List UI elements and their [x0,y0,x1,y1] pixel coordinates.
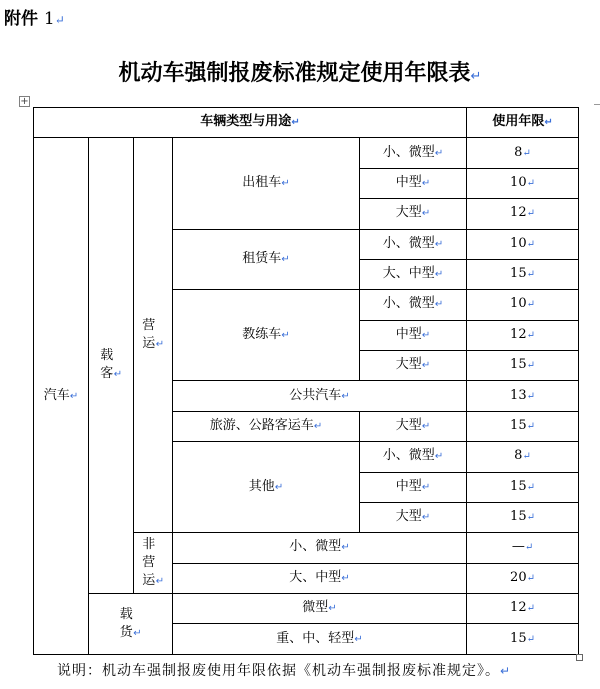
type-rental: 租赁车↵ [173,229,360,290]
ruler-tick [594,104,600,105]
attachment-number: 1 [43,9,55,29]
table-move-handle-icon[interactable]: + [20,96,29,107]
paragraph-mark-icon: ↵ [500,664,512,678]
type-tour: 旅游、公路客运车↵ [173,411,360,441]
years-cell: 12↵ [467,199,579,229]
size-cell: 大、中型↵ [360,259,467,289]
years-cell: 15↵ [467,259,579,289]
category-car: 汽车↵ [34,138,89,655]
years-cell: 20↵ [467,563,579,593]
header-service-years: 使用年限↵ [467,108,579,138]
paragraph-mark-icon: ↵ [470,69,482,84]
header-vehicle-type: 车辆类型与用途↵ [34,108,467,138]
size-cell: 小、微型↵ [173,533,467,563]
table-row [34,594,579,624]
paragraph-mark-icon: ↵ [54,13,65,27]
type-other: 其他↵ [173,442,360,533]
type-taxi: 出租车↵ [173,138,360,229]
table-header-row [34,108,579,138]
scrap-years-table [33,107,579,655]
page-title [0,56,600,87]
title-text: 机动车强制报废标准规定使用年限表 [118,61,471,86]
attachment-label: 附件 1↵ [4,9,65,29]
years-cell: 12↵ [467,594,579,624]
size-cell: 大型↵ [360,502,467,532]
size-cell: 大、中型↵ [173,563,467,593]
years-cell: —↵ [467,533,579,563]
size-cell: 中型↵ [360,472,467,502]
years-cell: 10↵ [467,229,579,259]
size-cell: 小、微型↵ [360,229,467,259]
years-cell: 10↵ [467,168,579,198]
type-coach: 教练车↵ [173,290,360,381]
category-noncommercial: 非营运↵ [134,533,173,594]
years-cell: 10↵ [467,290,579,320]
size-cell: 中型↵ [360,168,467,198]
size-cell: 大型↵ [360,351,467,381]
size-cell: 小、微型↵ [360,290,467,320]
size-cell: 大型↵ [360,199,467,229]
category-cargo: 载货↵ [89,594,173,655]
years-cell: 15↵ [467,624,579,655]
type-bus: 公共汽车↵ [173,381,467,411]
years-cell: 15↵ [467,472,579,502]
years-cell: 15↵ [467,411,579,441]
size-cell: 中型↵ [360,320,467,350]
size-cell: 小、微型↵ [360,138,467,168]
size-cell: 大型↵ [360,411,467,441]
category-passenger: 载客↵ [89,138,134,594]
years-cell: 8↵ [467,138,579,168]
table-resize-handle-icon[interactable] [576,654,583,661]
table-row [34,138,579,168]
size-cell: 重、中、轻型↵ [173,624,467,655]
years-cell: 15↵ [467,351,579,381]
years-cell: 13↵ [467,381,579,411]
category-commercial: 营运↵ [134,138,173,533]
footnote: 说明：机动车强制报废使用年限依据《机动车强制报废标准规定》。↵ [57,663,512,679]
size-cell: 微型↵ [173,594,467,624]
years-cell: 12↵ [467,320,579,350]
years-cell: 15↵ [467,502,579,532]
size-cell: 小、微型↵ [360,442,467,472]
years-cell: 8↵ [467,442,579,472]
